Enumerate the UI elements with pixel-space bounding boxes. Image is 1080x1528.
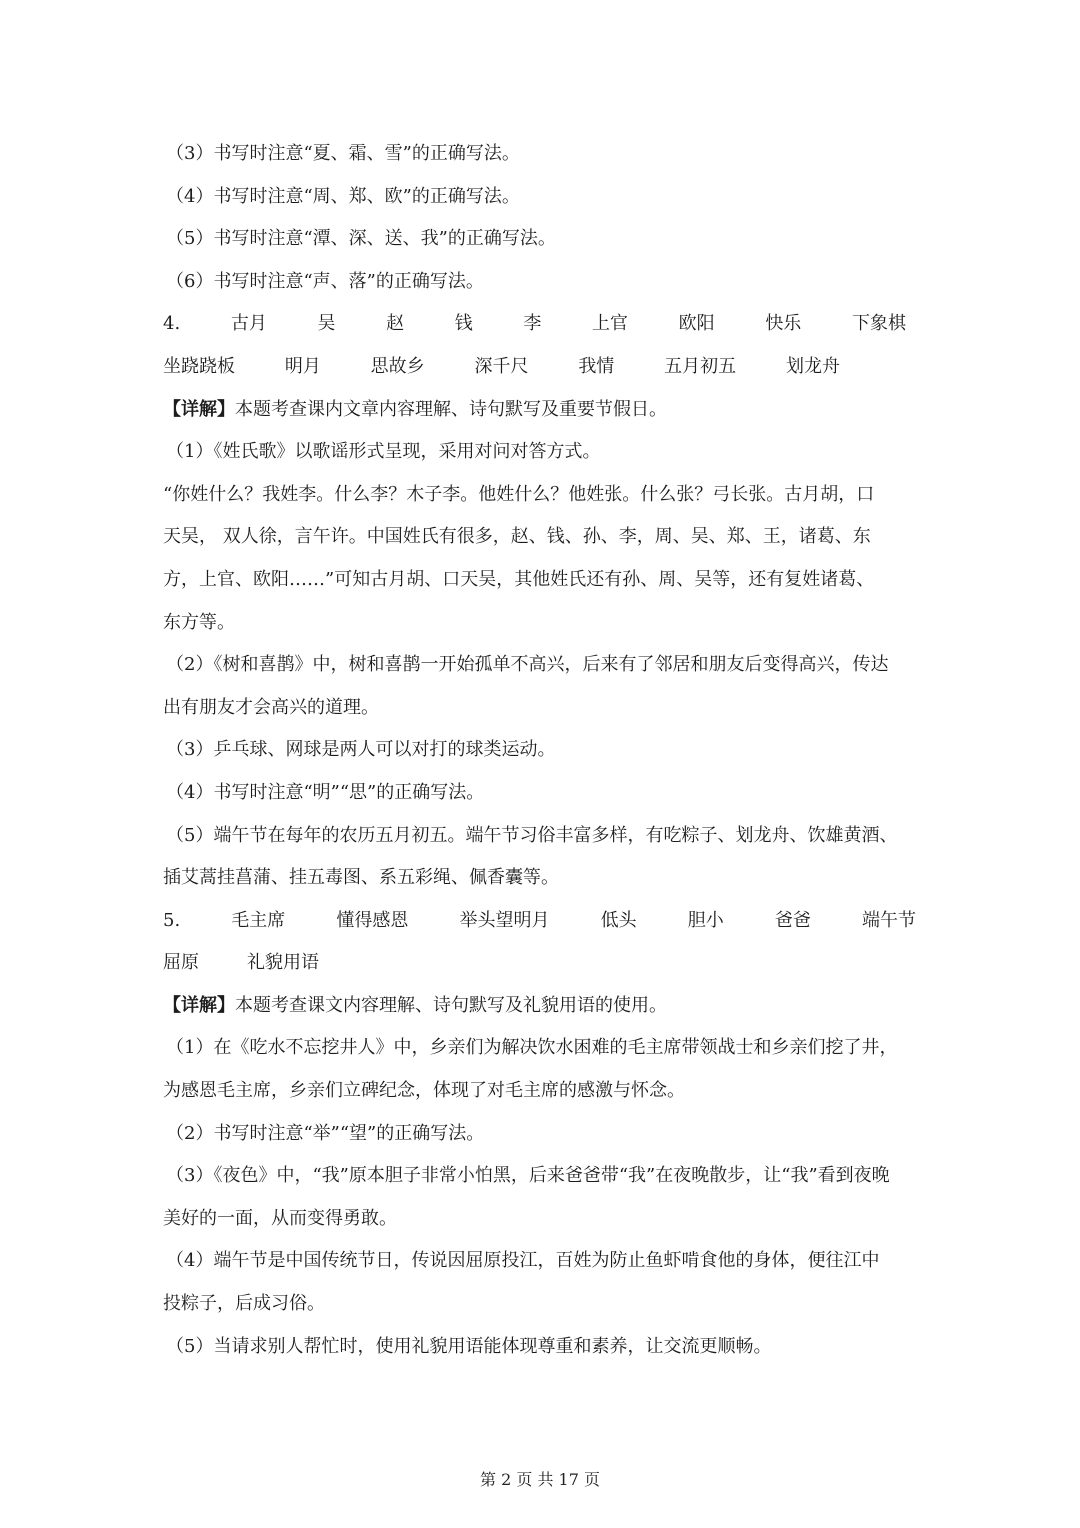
answer-item: 划龙舟 [785,355,840,377]
answer-item: 坐跷跷板 [163,355,235,377]
q4-answers-row2 [163,346,920,389]
detail-text: 本题考查课文内容理解、诗句默写及礼貌用语的使用。 [235,994,667,1016]
text-line: 东方等。 [163,611,235,633]
text-line: （1）《姓氏歌》以歌谣形式呈现，采用对问对答方式。 [166,441,601,463]
answer-item: 爸爸 [774,909,811,931]
text-line: （4）书写时注意“明”“思”的正确写法。 [166,781,485,803]
text-line: （4）书写时注意“周、郑、欧”的正确写法。 [166,185,520,207]
page-content [163,133,920,1368]
answer-item: 古月 [230,313,267,335]
answer-item: 吴 [317,313,336,335]
text-line: 美好的一面，从而变得勇敢。 [163,1207,397,1229]
answer-item: 端午节 [861,909,916,931]
answer-item: 思故乡 [370,355,425,377]
q5-number: 5. [163,909,181,931]
q5-detail-heading [163,985,920,1028]
answer-item: 礼貌用语 [247,952,319,974]
text-line: （5）当请求别人帮忙时，使用礼貌用语能体现尊重和素养，让交流更顺畅。 [166,1335,772,1357]
page-footer: 第 2 页 共 17 页 [480,1470,600,1489]
text-line: （5）端午节在每年的农历五月初五。端午节习俗丰富多样，有吃粽子、划龙舟、饮雄黄酒、 [166,824,898,846]
answer-item: 懂得感恩 [336,909,409,931]
answer-item: 深千尺 [474,355,529,377]
answer-item: 我情 [578,355,615,377]
text-line: 为感恩毛主席，乡亲们立碑纪念，体现了对毛主席的感激与怀念。 [163,1080,685,1102]
answer-item: 低头 [600,909,637,931]
text-line: 插艾蒿挂菖蒲、挂五毒图、系五彩绳、佩香囊等。 [163,867,559,889]
answer-item: 胆小 [687,909,724,931]
text-line: 投粽子，后成习俗。 [163,1293,325,1315]
answer-item: 欧阳 [678,313,715,335]
text-line: 天吴， 双人徐，言午许。中国姓氏有很多，赵、钱、孙、李，周、吴、郑、王，诸葛、东 [163,526,871,548]
text-line: （3）《夜色》中，“我”原本胆子非常小怕黑，后来爸爸带“我”在夜晚散步，让“我”看到夜晚 [166,1165,890,1187]
text-line: （1）在《吃水不忘挖井人》中，乡亲们为解决饮水困难的毛主席带领战士和乡亲们挖了井， [166,1037,898,1059]
q4-answers-row1 [163,303,920,346]
detail-text: 本题考查课内文章内容理解、诗句默写及重要节假日。 [235,398,667,420]
text-line: （3）乒乓球、网球是两人可以对打的球类运动。 [166,739,556,761]
text-line: （2）《树和喜鹊》中，树和喜鹊一开始孤单不高兴，后来有了邻居和朋友后变得高兴，传达 [166,654,889,676]
answer-item: 上官 [592,313,629,335]
q4-detail-heading [163,389,920,432]
text-line: （4）端午节是中国传统节日，传说因屈原投江，百姓为防止鱼虾啃食他的身体，便往江中 [166,1250,880,1272]
q5-answers-row1 [163,900,920,943]
text-line: （5）书写时注意“潭、深、送、我”的正确写法。 [166,228,556,250]
answer-item: 举头望明月 [459,909,550,931]
text-line: （3）书写时注意“夏、霜、雪”的正确写法。 [166,143,520,164]
answer-item: 五月初五 [664,355,737,377]
detail-label: 【详解】 [163,994,235,1016]
answer-item: 明月 [284,355,321,377]
text-line: （2）书写时注意“举”“望”的正确写法。 [166,1122,485,1144]
answer-item: 赵 [386,313,405,335]
answer-item: 李 [523,313,542,335]
q4-number: 4. [163,313,181,335]
answer-item: 钱 [454,313,473,335]
text-line: 出有朋友才会高兴的道理。 [163,696,379,718]
answer-item: 屈原 [163,952,199,974]
answer-item: 快乐 [765,313,802,335]
text-line: “你姓什么？我姓李。什么李？木子李。他姓什么？他姓张。什么张？弓长张。古月胡，口 [163,483,875,505]
q5-answers-row2 [163,942,920,985]
answer-item: 毛主席 [231,909,286,931]
text-line: 方，上官、欧阳……”可知古月胡、口天吴，其他姓氏还有孙、周、吴等，还有复姓诸葛、 [163,568,875,590]
answer-item: 下象棋 [851,313,906,335]
text-line: （6）书写时注意“声、落”的正确写法。 [166,270,484,292]
detail-label: 【详解】 [163,398,235,420]
